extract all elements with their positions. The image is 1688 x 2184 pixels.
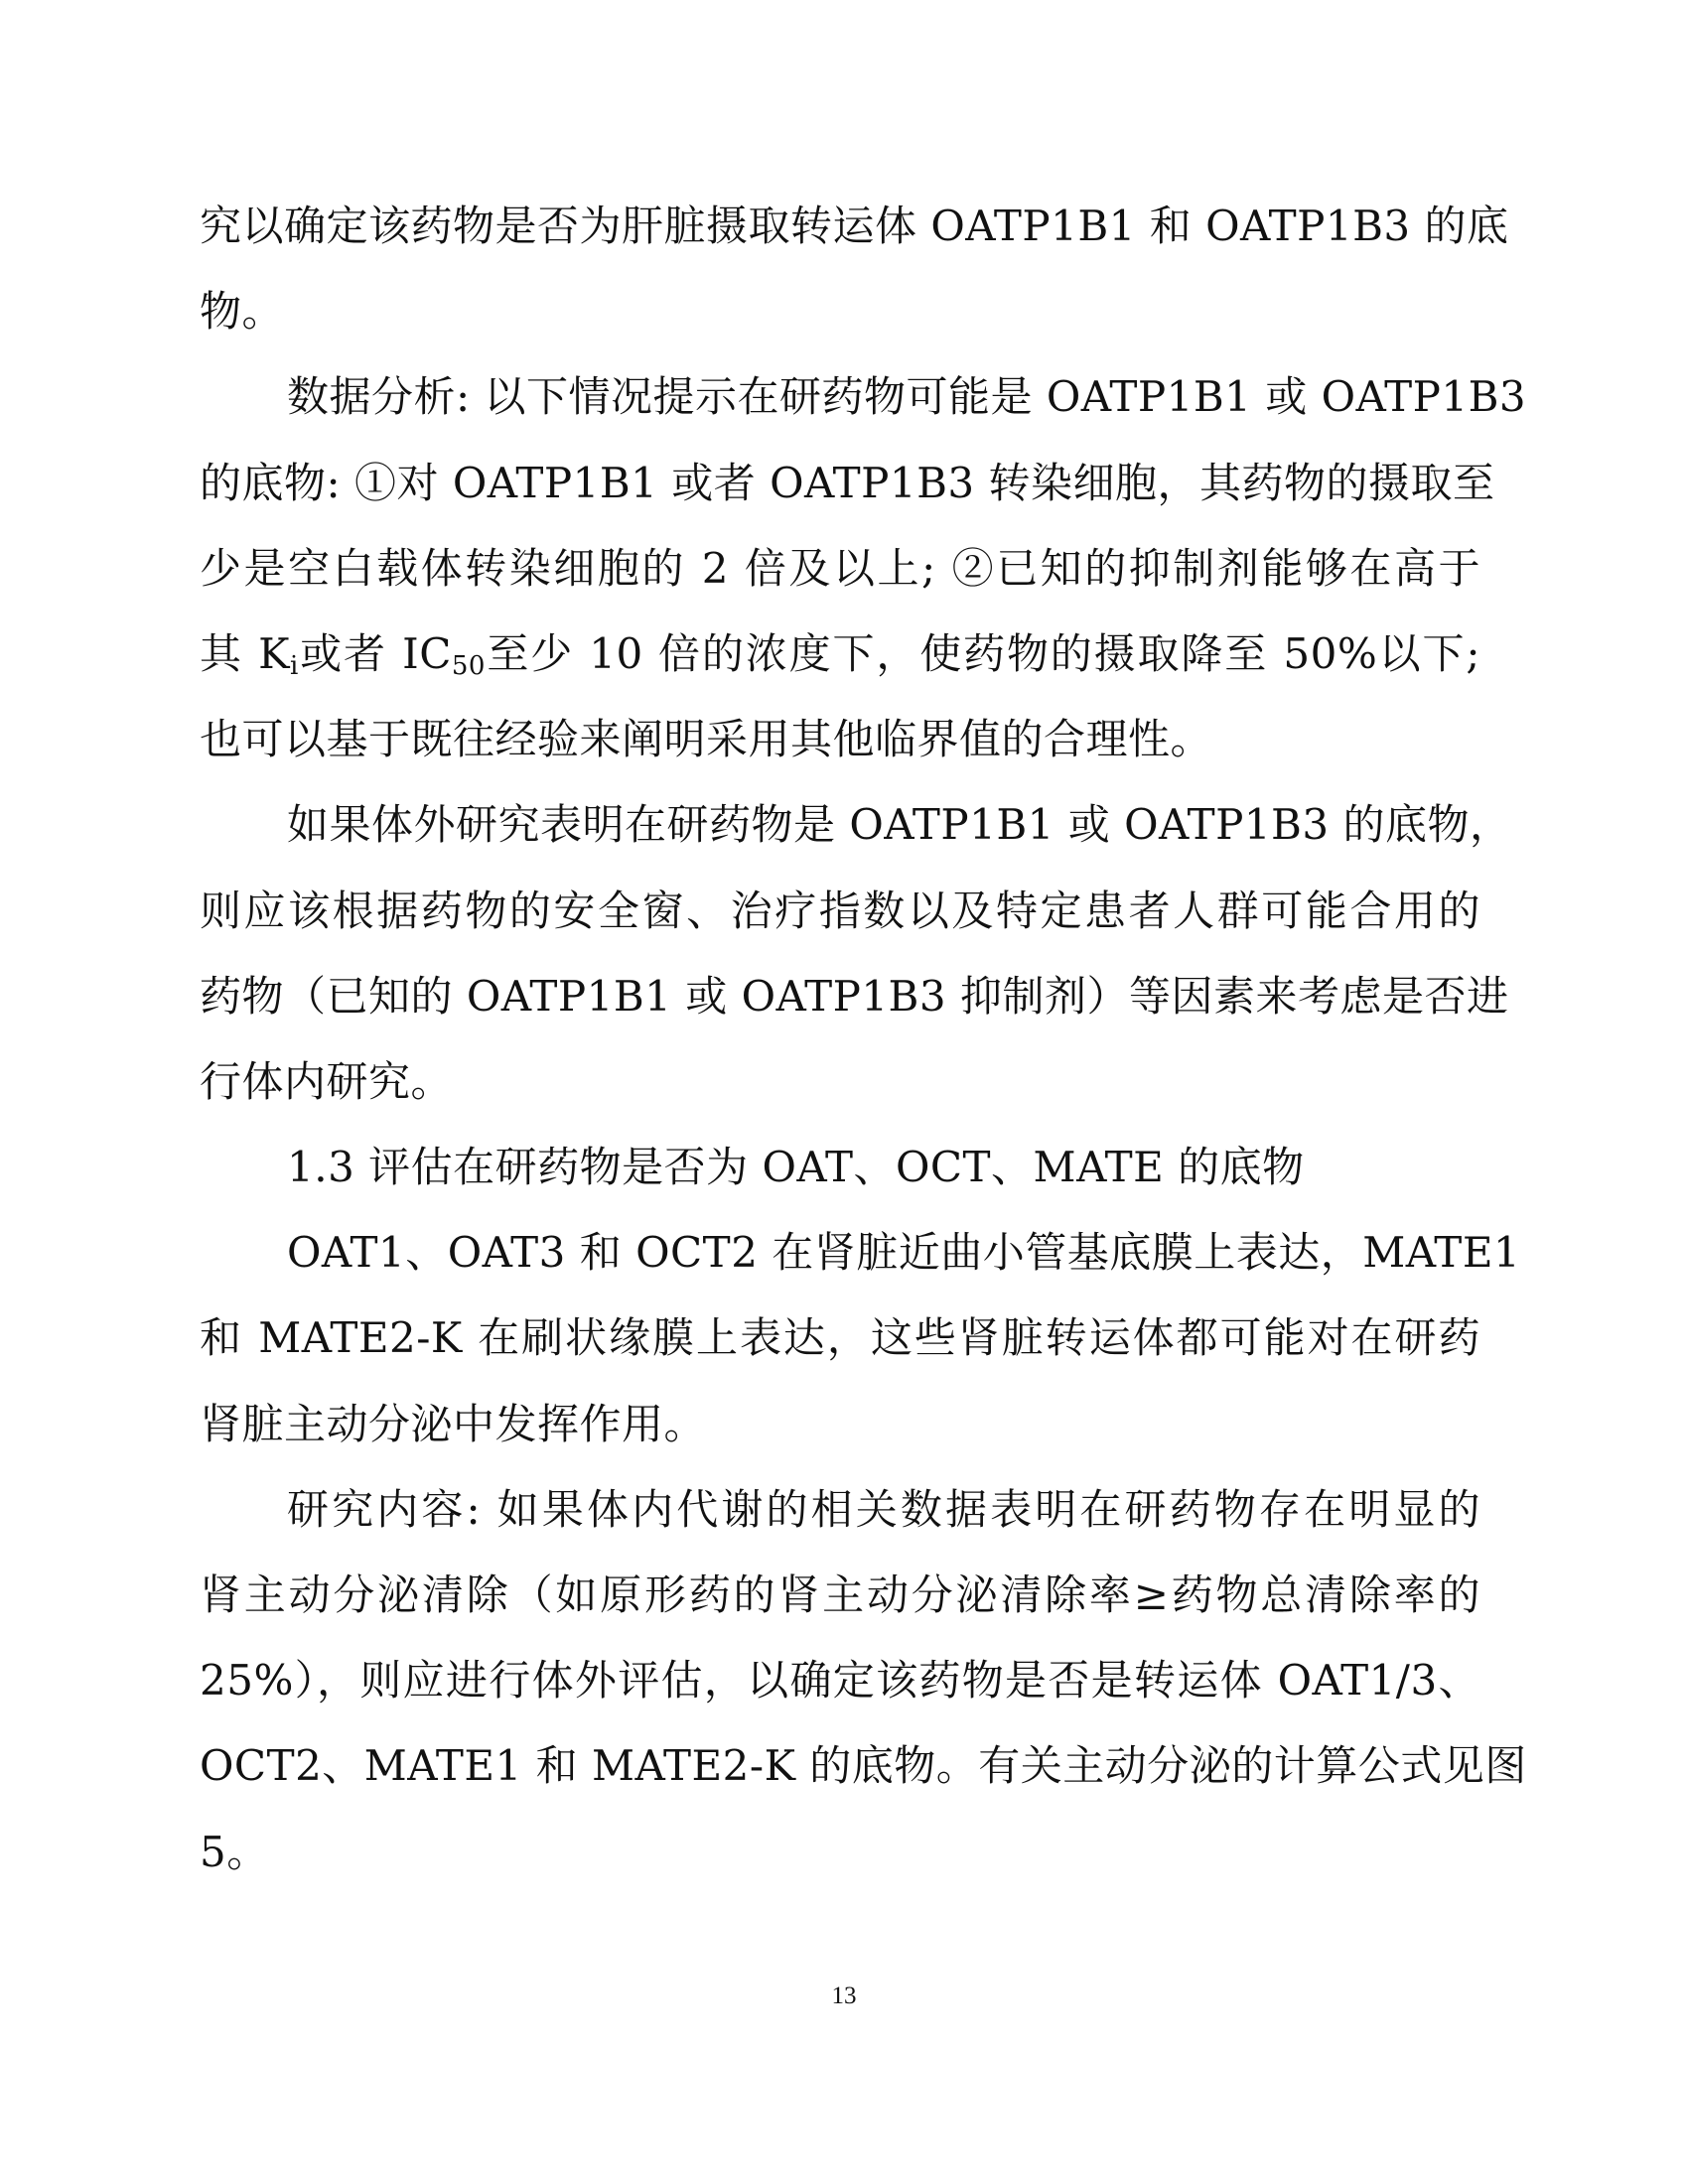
paragraph-5-line-5: 5。 xyxy=(200,1827,269,1876)
paragraph-3-line-4: 行体内研究。 xyxy=(200,1056,454,1106)
paragraph-4-line-2: 和 MATE2-K 在刷状缘膜上表达，这些肾脏转运体都可能对在研药 xyxy=(200,1313,1480,1363)
paragraph-2-line-4 xyxy=(200,612,1480,697)
paragraph-2-line-1: 数据分析: 以下情况提示在研药物可能是 OATP1B1 或 OATP1B3 xyxy=(287,372,1527,422)
concentration-text: 至少 10 倍的浓度下，使药物的摄取降至 50%以下; xyxy=(485,628,1481,678)
ki-prefix-text: 其 K xyxy=(200,628,290,678)
paragraph-5-line-4: OCT2、MATE1 和 MATE2-K 的底物。有关主动分泌的计算公式见图 xyxy=(200,1741,1527,1791)
paragraph-5-line-2: 肾主动分泌清除（如原形药的肾主动分泌清除率≥药物总清除率的 xyxy=(200,1570,1480,1619)
paragraph-5-line-1: 研究内容: 如果体内代谢的相关数据表明在研药物存在明显的 xyxy=(287,1484,1480,1534)
paragraph-1-line-1: 究以确定该药物是否为肝脏摄取转运体 OATP1B1 和 OATP1B3 的底 xyxy=(200,202,1509,250)
document-body xyxy=(200,184,1527,1895)
paragraph-1-line-2: 物。 xyxy=(200,287,285,337)
paragraph-5-line-3: 25%），则应进行体外评估，以确定该药物是否是转运体 OAT1/3、 xyxy=(200,1656,1480,1706)
ic50-subscript: 50 xyxy=(451,650,486,681)
section-heading: 1.3 评估在研药物是否为 OAT、OCT、MATE 的底物 xyxy=(287,1143,1305,1192)
paragraph-3-line-1: 如果体外研究表明在研药物是 OATP1B1 或 OATP1B3 的底物， xyxy=(287,800,1512,850)
paragraph-2-line-2: 的底物: ①对 OATP1B1 或者 OATP1B3 转染细胞，其药物的摄取至 xyxy=(200,458,1495,507)
paragraph-2-line-3: 少是空白载体转染细胞的 2 倍及以上; ②已知的抑制剂能够在高于 xyxy=(200,543,1480,593)
ki-subscript: i xyxy=(289,650,299,681)
paragraph-3-line-2: 则应该根据药物的安全窗、治疗指数以及特定患者人群可能合用的 xyxy=(200,886,1480,935)
paragraph-4-line-1: OAT1、OAT3 和 OCT2 在肾脏近曲小管基底膜上表达，MATE1 xyxy=(287,1228,1521,1278)
paragraph-4-line-3: 肾脏主动分泌中发挥作用。 xyxy=(200,1399,707,1448)
page-number: 13 xyxy=(831,1982,857,2009)
paragraph-2-line-5: 也可以基于既往经验来阐明采用其他临界值的合理性。 xyxy=(200,715,1213,764)
paragraph-3-line-3: 药物（已知的 OATP1B1 或 OATP1B3 抑制剂）等因素来考虑是否进 xyxy=(200,971,1509,1021)
ic-prefix-text: 或者 IC xyxy=(298,628,452,678)
